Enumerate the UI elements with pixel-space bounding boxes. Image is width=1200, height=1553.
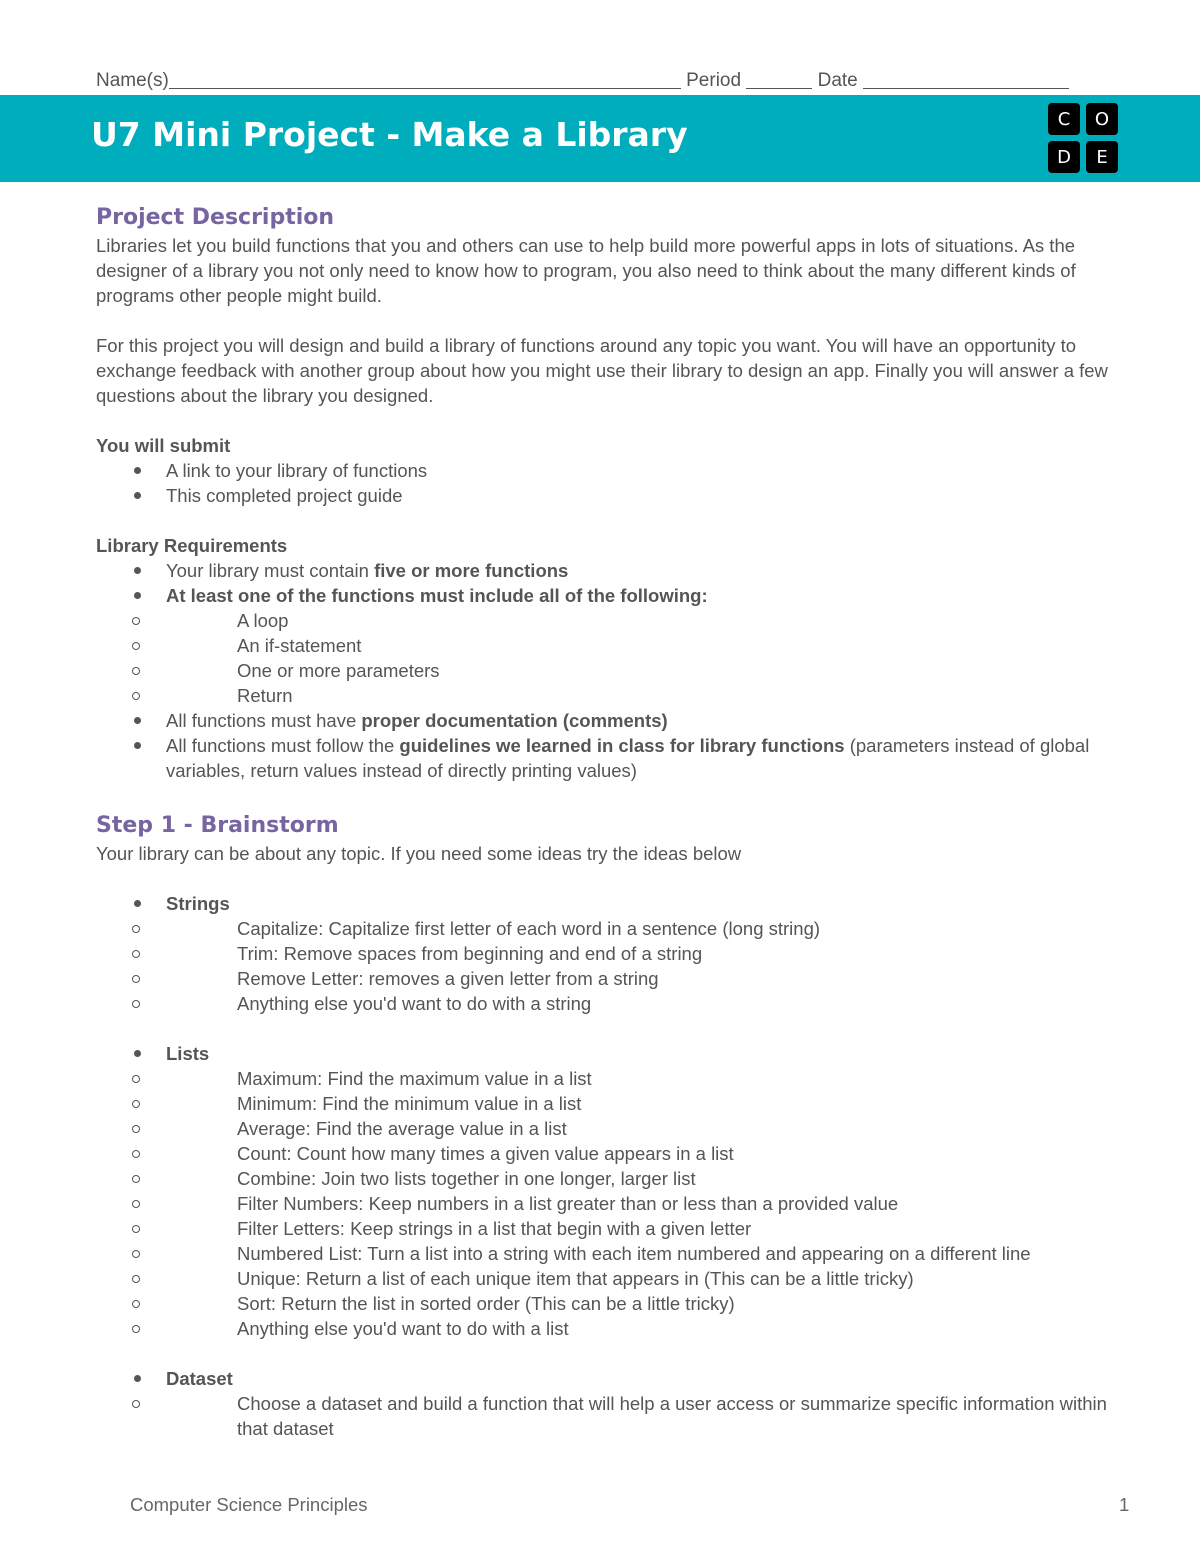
document-body xyxy=(96,203,1126,1441)
project-description-heading: Project Description xyxy=(96,205,335,230)
requirement-emphasis: guidelines we learned in class for library functions xyxy=(399,735,845,756)
logo-tile: E xyxy=(1086,141,1118,173)
sub-list-item: Remove Letter: removes a given letter from a string xyxy=(96,966,1126,991)
date-blank[interactable] xyxy=(863,70,1069,89)
step1-intro: Your library can be about any topic. If you need some ideas try the ideas below xyxy=(96,843,742,864)
requirements-list xyxy=(96,558,1126,783)
category-label: Strings xyxy=(166,893,230,914)
dataset-list xyxy=(96,1391,1126,1441)
name-label: Name(s) xyxy=(96,70,169,91)
requirement-text: Your library must contain xyxy=(166,560,375,581)
name-period-date-line xyxy=(96,70,1069,92)
sub-list-item: Maximum: Find the maximum value in a list xyxy=(96,1066,1126,1091)
sub-list-item: Capitalize: Capitalize first letter of each word in a sentence (long string) xyxy=(96,916,1126,941)
category-label: Dataset xyxy=(166,1368,233,1389)
list-item xyxy=(96,891,1126,1041)
sub-list-item: Sort: Return the list in sorted order (This can be a little tricky) xyxy=(96,1291,1126,1316)
step1-heading: Step 1 - Brainstorm xyxy=(96,813,339,838)
sub-list-item: Count: Count how many times a given value appears in a list xyxy=(96,1141,1126,1166)
date-label: Date xyxy=(817,70,858,91)
footer-course: Computer Science Principles xyxy=(130,1494,368,1515)
sub-list-item: Choose a dataset and build a function that will help a user access or summarize specific information within that dataset xyxy=(96,1391,1126,1441)
requirement-emphasis: proper documentation (comments) xyxy=(361,710,668,731)
strings-list xyxy=(96,916,1126,1016)
sub-list-item: An if-statement xyxy=(96,633,1126,658)
sub-list-item: One or more parameters xyxy=(96,658,1126,683)
page-title: U7 Mini Project - Make a Library xyxy=(91,115,688,154)
list-item: This completed project guide xyxy=(96,483,1126,508)
description-paragraph-2: For this project you will design and build a library of functions around any topic you want. You will have an opportunity to exchange feedback with another group about how you might use their library to design an app. Finally you will answer a few questions about the library you designed. xyxy=(96,335,1108,406)
sub-list-item: A loop xyxy=(96,608,1126,633)
code-logo xyxy=(1048,103,1118,173)
period-label: Period xyxy=(686,70,742,91)
sub-list-item: Trim: Remove spaces from beginning and end of a string xyxy=(96,941,1126,966)
logo-tile: D xyxy=(1048,141,1080,173)
requirements-heading: Library Requirements xyxy=(96,535,288,556)
list-item xyxy=(96,733,1126,783)
lists-list xyxy=(96,1066,1126,1341)
name-blank[interactable] xyxy=(169,70,681,89)
sub-list-item: Anything else you'd want to do with a list xyxy=(96,1316,1126,1341)
list-item xyxy=(96,558,1126,583)
logo-tile: O xyxy=(1086,103,1118,135)
sub-list-item: Anything else you'd want to do with a string xyxy=(96,991,1126,1016)
description-paragraph-1: Libraries let you build functions that you and others can use to help build more powerful apps in lots of situations. As the designer of a library you not only need to know how to program, you also need to think about the many different kinds of programs other people might build. xyxy=(96,235,1076,306)
sub-list-item: Combine: Join two lists together in one longer, larger list xyxy=(96,1166,1126,1191)
requirement-emphasis: five or more functions xyxy=(374,560,569,581)
sub-list xyxy=(96,608,1126,708)
sub-list-item: Minimum: Find the minimum value in a list xyxy=(96,1091,1126,1116)
submit-heading: You will submit xyxy=(96,435,231,456)
sub-list-item: Filter Letters: Keep strings in a list that begin with a given letter xyxy=(96,1216,1126,1241)
sub-list-item: Numbered List: Turn a list into a string with each item numbered and appearing on a different line xyxy=(96,1241,1126,1266)
logo-tile: C xyxy=(1048,103,1080,135)
sub-list-item: Return xyxy=(96,683,1126,708)
list-item: A link to your library of functions xyxy=(96,458,1126,483)
sub-list-item: Average: Find the average value in a list xyxy=(96,1116,1126,1141)
footer-page-number: 1 xyxy=(1119,1494,1130,1515)
requirement-text: All functions must have xyxy=(166,710,362,731)
submit-list xyxy=(96,458,1126,508)
list-item xyxy=(96,708,1126,733)
list-item xyxy=(96,583,1126,708)
requirement-text: (parameters instead of global variables, return values instead of directly printing values) xyxy=(166,735,1090,781)
category-label: Lists xyxy=(166,1043,210,1064)
list-item xyxy=(96,1366,1126,1441)
sub-list-item: Unique: Return a list of each unique item that appears in (This can be a little tricky) xyxy=(96,1266,1126,1291)
requirement-emphasis: At least one of the functions must include all of the following: xyxy=(166,585,708,606)
title-banner xyxy=(0,95,1200,182)
period-blank[interactable] xyxy=(746,70,812,89)
sub-list-item: Filter Numbers: Keep numbers in a list greater than or less than a provided value xyxy=(96,1191,1126,1216)
list-item xyxy=(96,1041,1126,1366)
ideas-list xyxy=(96,891,1126,1441)
requirement-text: All functions must follow the xyxy=(166,735,400,756)
